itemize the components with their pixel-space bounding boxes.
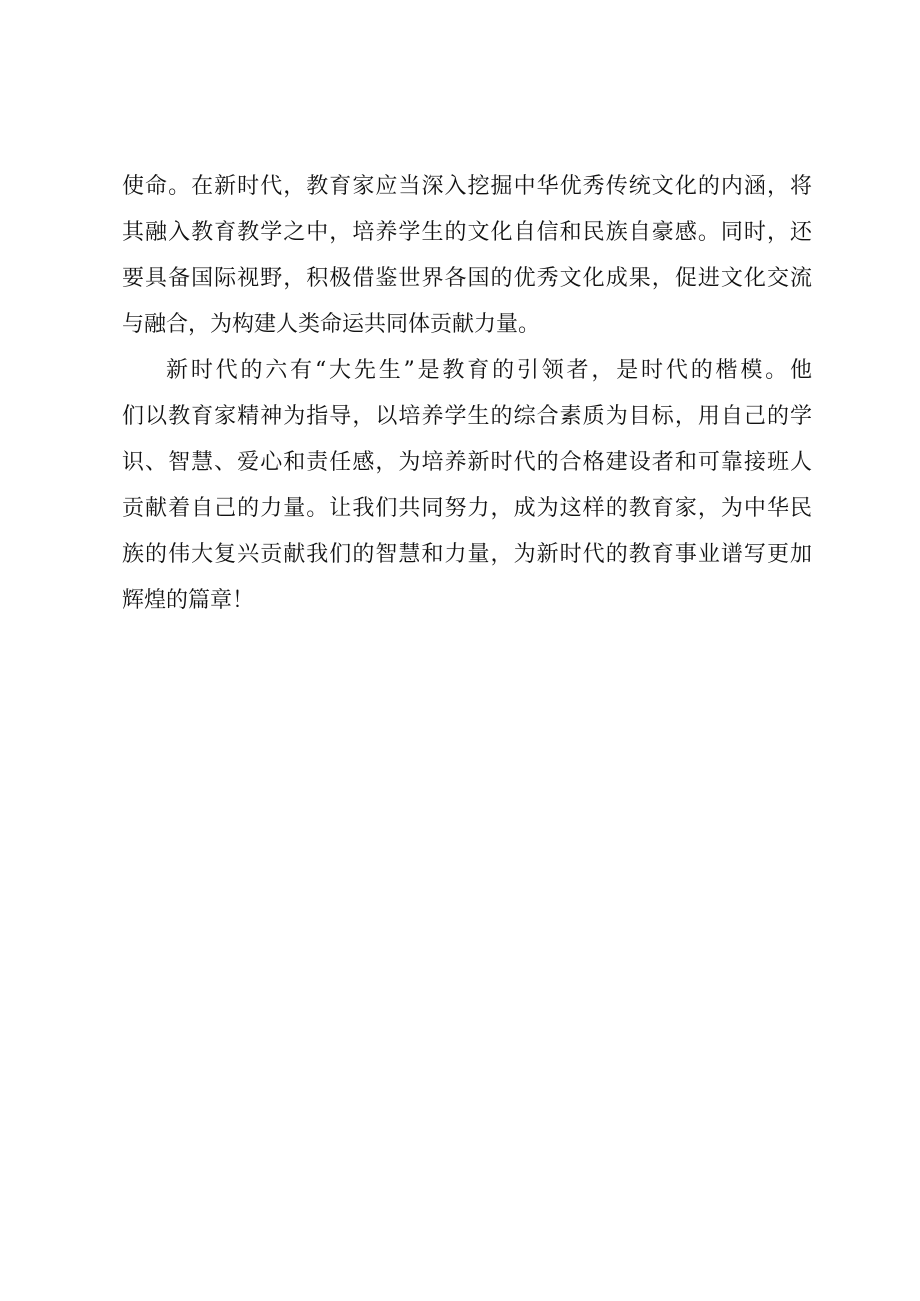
paragraph-line: 贡献着自己的力量。让我们共同努力，成为这样的教育家，为中华民	[122, 496, 812, 521]
paragraph-line: 新时代的六有“大先生”是教育的引领者，是时代的楷模。他	[166, 358, 812, 383]
document-body	[122, 164, 812, 624]
paragraph-line: 辉煌的篇章！	[122, 588, 255, 613]
paragraph-line: 识、智慧、爱心和责任感，为培养新时代的合格建设者和可靠接班人	[122, 450, 812, 475]
paragraph-line: 与融合，为构建人类命运共同体贡献力量。	[122, 312, 541, 337]
paragraph-line: 使命。在新时代，教育家应当深入挖掘中华优秀传统文化的内涵，将	[122, 174, 812, 199]
paragraph-1	[122, 164, 812, 348]
paragraph-line: 其融入教育教学之中，培养学生的文化自信和民族自豪感。同时，还	[122, 220, 812, 245]
paragraph-line: 族的伟大复兴贡献我们的智慧和力量，为新时代的教育事业谱写更加	[122, 542, 812, 567]
paragraph-line: 要具备国际视野，积极借鉴世界各国的优秀文化成果，促进文化交流	[122, 266, 812, 291]
paragraph-line: 们以教育家精神为指导，以培养学生的综合素质为目标，用自己的学	[122, 404, 812, 429]
paragraph-2	[122, 348, 812, 624]
